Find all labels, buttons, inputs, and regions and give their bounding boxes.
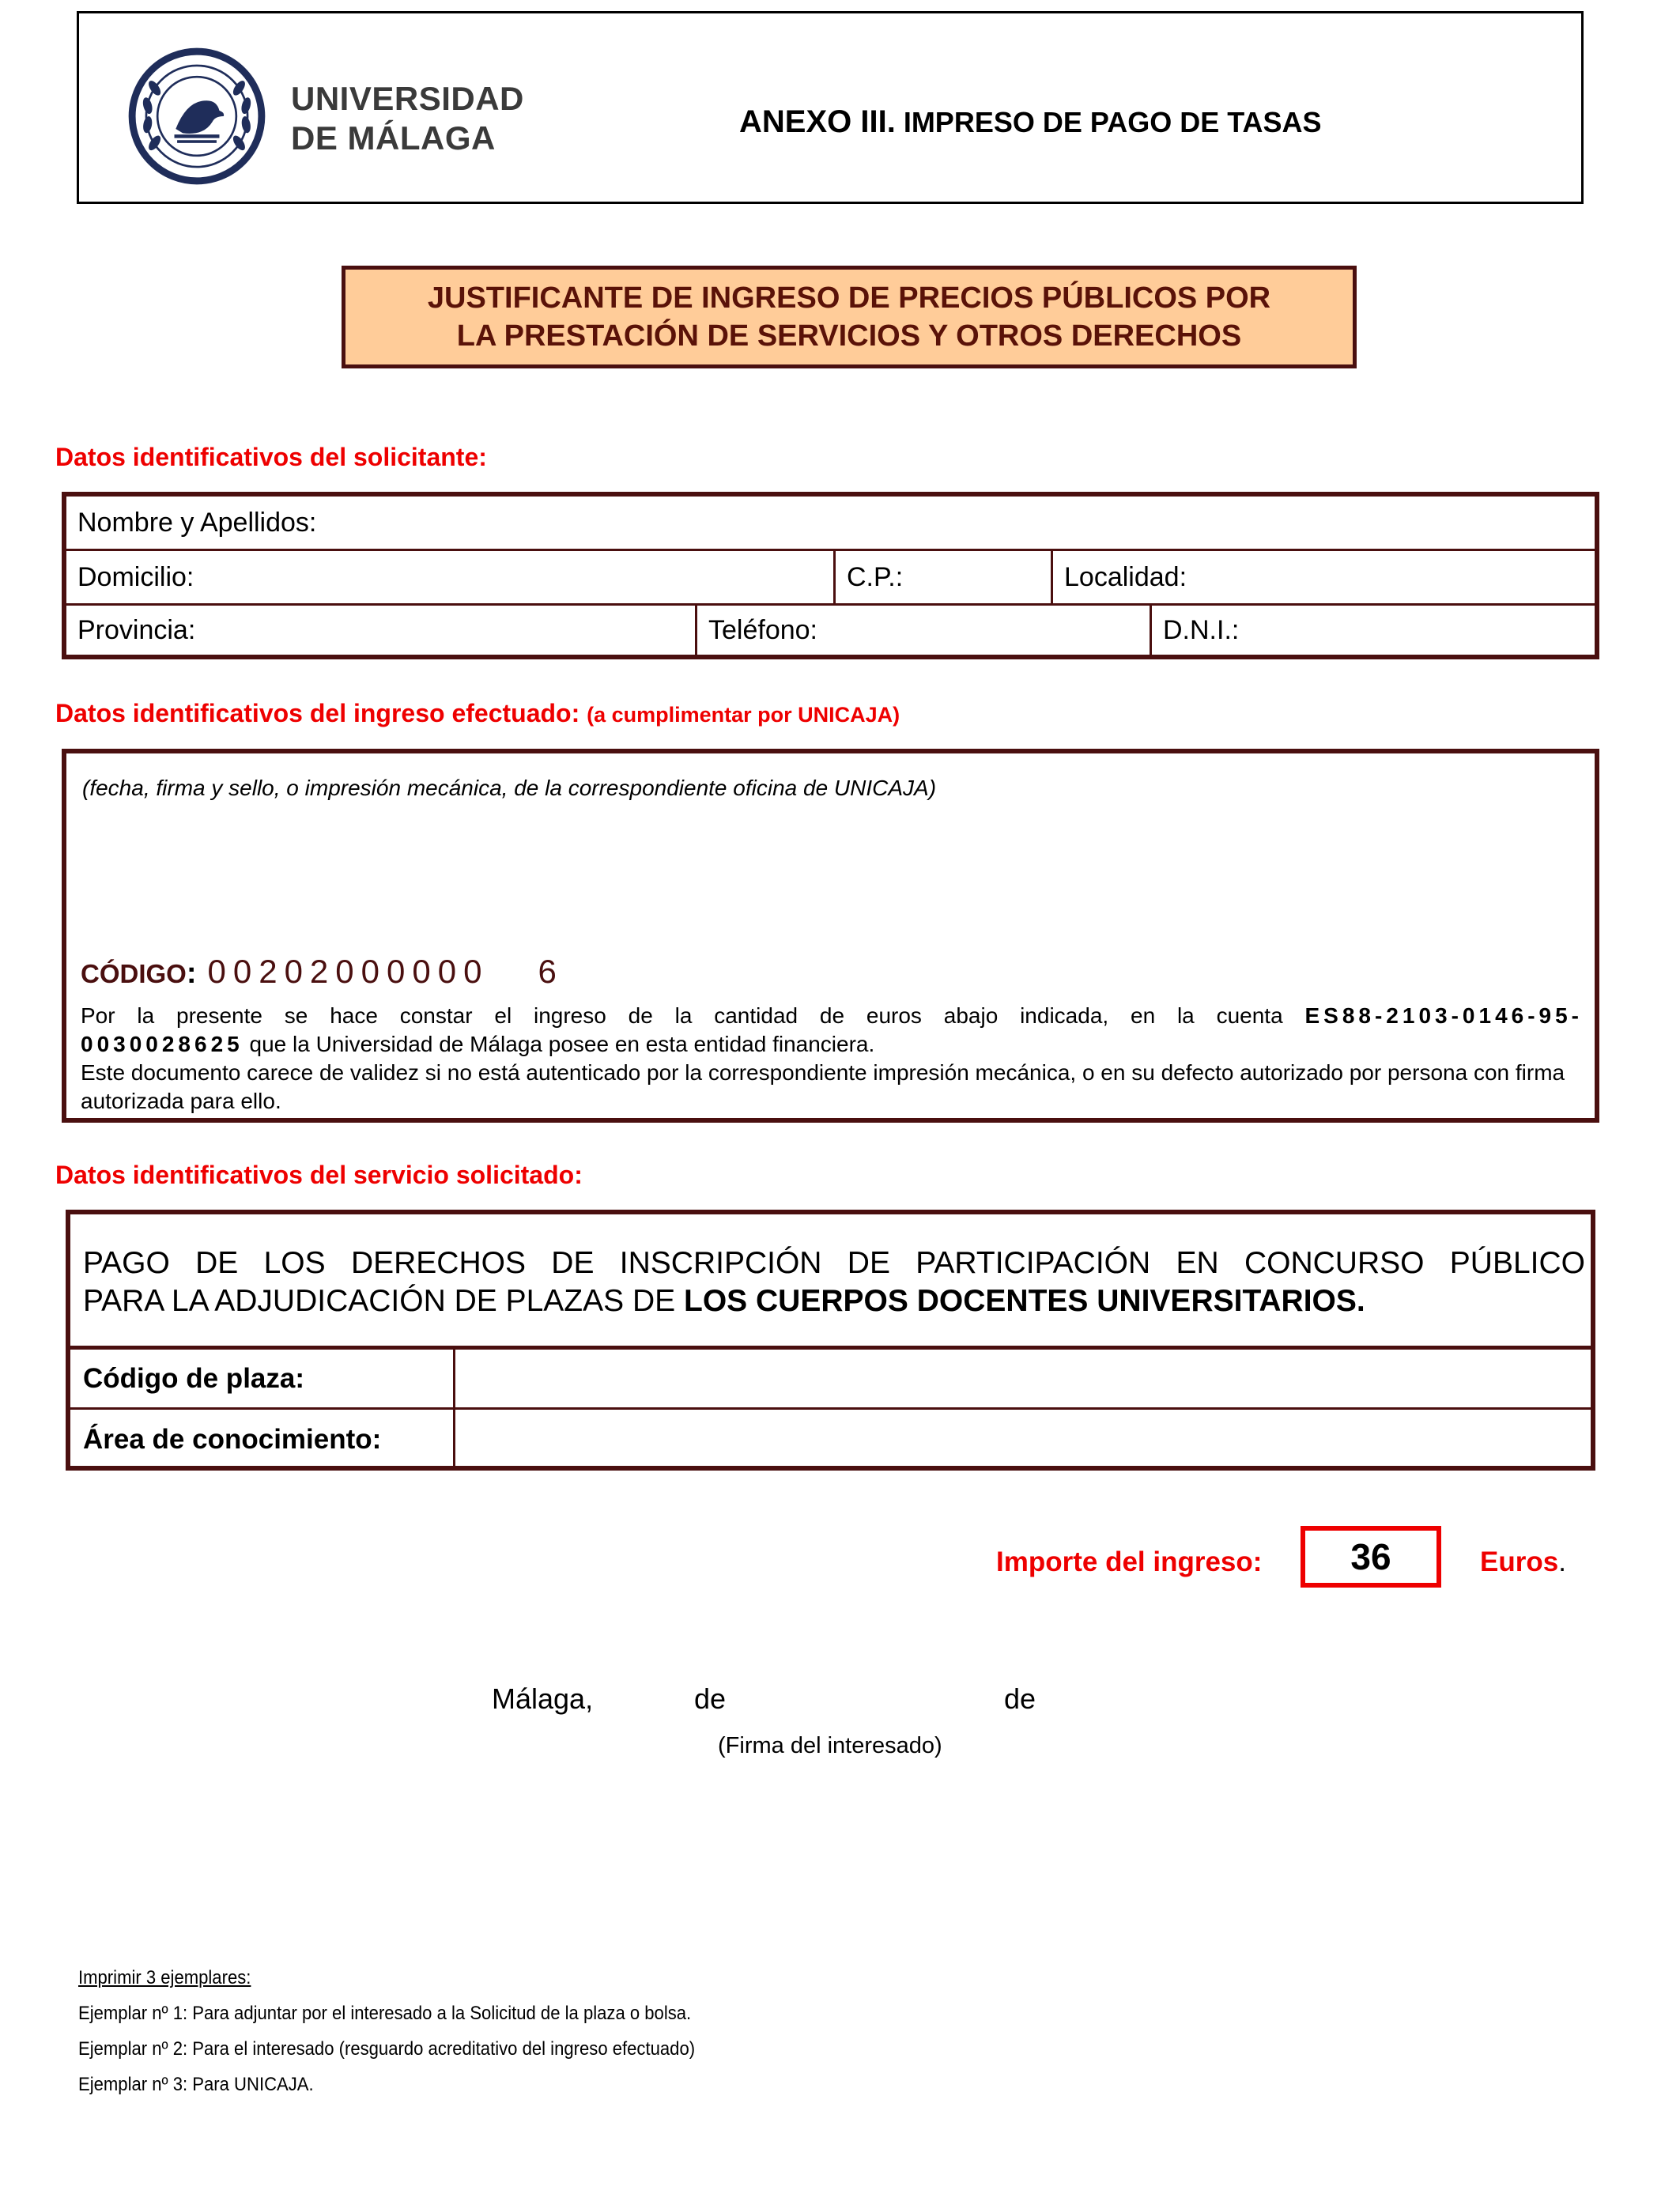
servicio-fields [70, 1346, 1591, 1466]
document-title [739, 104, 1322, 140]
importe-value-box: 36 [1301, 1526, 1441, 1588]
account-line2 [81, 1030, 1583, 1059]
codigo-colon: : [186, 957, 197, 990]
importe-label: Importe del ingreso: [996, 1546, 1263, 1577]
university-line2: DE MÁLAGA [291, 119, 496, 157]
codigo-plaza-row[interactable] [70, 1350, 1591, 1410]
section-title-ingreso [55, 699, 900, 728]
justificante-line2: LA PRESTACIÓN DE SERVICIOS Y OTROS DERECHOS [456, 319, 1242, 353]
localidad-label: Localidad: [1064, 561, 1187, 592]
account-line [81, 1002, 1583, 1030]
footer-line2: Ejemplar nº 2: Para el interesado (resguardo acreditativo del ingreso efectuado) [78, 2038, 696, 2060]
iban-part1: ES88-2103-0146-95- [1304, 1003, 1583, 1028]
area-conocimiento-label: Área de conocimiento: [83, 1424, 382, 1455]
ingreso-legal-text [81, 1002, 1583, 1116]
codigo-line [81, 953, 557, 991]
servicio-table [66, 1210, 1595, 1471]
telefono-field[interactable] [697, 606, 1148, 655]
servicio-desc-line1: PAGO DE LOS DERECHOS DE INSCRIPCIÓN DE PARTICIPACIÓN EN CONCURSO PÚBLICO [83, 1246, 1585, 1280]
servicio-description [83, 1244, 1585, 1320]
section-title-servicio: Datos identificativos del servicio solicitado: [55, 1161, 583, 1189]
cp-field[interactable] [836, 551, 1049, 603]
servicio-desc-pre: PARA LA ADJUDICACIÓN DE PLAZAS DE [83, 1284, 685, 1318]
domicilio-field[interactable] [66, 551, 833, 603]
justificante-line1: JUSTIFICANTE DE INGRESO DE PRECIOS PÚBLICOS POR [427, 281, 1271, 315]
title-rest: IMPRESO DE PAGO DE TASAS [895, 106, 1322, 138]
ingreso-title: Datos identificativos del ingreso efectuado: [55, 699, 580, 727]
footer-heading: Imprimir 3 ejemplares: [78, 1967, 251, 1988]
justificante-banner [342, 266, 1357, 368]
provincia-label: Provincia: [77, 614, 196, 645]
nombre-field[interactable] [66, 497, 1595, 549]
firma-city: Málaga, [492, 1682, 594, 1715]
row-nombre [66, 497, 1595, 551]
codigo-plaza-label: Código de plaza: [83, 1362, 304, 1394]
codigo-number: 00202000000 [207, 953, 489, 990]
stamp-instructions: (fecha, firma y sello, o impresión mecánica, de la correspondiente oficina de UNICAJA) [82, 776, 937, 800]
section-title-solicitante: Datos identificativos del solicitante: [55, 443, 487, 471]
firma-de-1: de [694, 1682, 727, 1715]
nombre-label: Nombre y Apellidos: [77, 507, 317, 538]
currency-period: . [1558, 1546, 1566, 1577]
university-line1: UNIVERSIDAD [291, 80, 524, 117]
currency-label [1480, 1546, 1566, 1578]
domicilio-label: Domicilio: [77, 561, 194, 592]
university-wordmark [291, 79, 524, 158]
telefono-label: Teléfono: [708, 614, 817, 645]
footer-line1: Ejemplar nº 1: Para adjuntar por el interesado a la Solicitud de la plaza o bolsa. [78, 2003, 692, 2024]
firma-de-2: de [1004, 1682, 1036, 1715]
iban-part2: 0030028625 [81, 1032, 244, 1056]
servicio-desc-bold: LOS CUERPOS DOCENTES UNIVERSITARIOS. [684, 1284, 1365, 1318]
row-domicilio [66, 551, 1595, 606]
validity-note: Este documento carece de validez si no está autenticado por la correspondiente impresión mecánica, o en su defecto autorizado por persona con firma autorizada para ello. [81, 1060, 1565, 1113]
firma-note: (Firma del interesado) [718, 1733, 942, 1758]
codigo-label: CÓDIGO [81, 959, 187, 988]
footer-line3: Ejemplar nº 3: Para UNICAJA. [78, 2074, 314, 2095]
account-intro: Por la presente se hace constar el ingreso de la cantidad de euros abajo indicada, en la cuenta [81, 1003, 1283, 1028]
codigo-check-digit: 6 [538, 953, 557, 990]
ingreso-note: (a cumplimentar por UNICAJA) [587, 703, 900, 727]
dni-label: D.N.I.: [1163, 614, 1240, 645]
area-conocimiento-row[interactable] [70, 1410, 1591, 1470]
university-seal-logo [126, 46, 267, 187]
cp-label: C.P.: [847, 561, 904, 592]
localidad-field[interactable] [1053, 551, 1595, 603]
servicio-desc-line2 [83, 1282, 1585, 1320]
currency-text: Euros [1480, 1546, 1559, 1577]
account-outro: que la Universidad de Málaga posee en esta entidad financiera. [243, 1032, 875, 1056]
title-annex: ANEXO III. [739, 104, 896, 139]
dni-field[interactable] [1152, 606, 1595, 655]
row-provincia [66, 606, 1595, 655]
provincia-field[interactable] [66, 606, 695, 655]
ingreso-box [62, 749, 1599, 1123]
solicitante-table [62, 492, 1599, 659]
